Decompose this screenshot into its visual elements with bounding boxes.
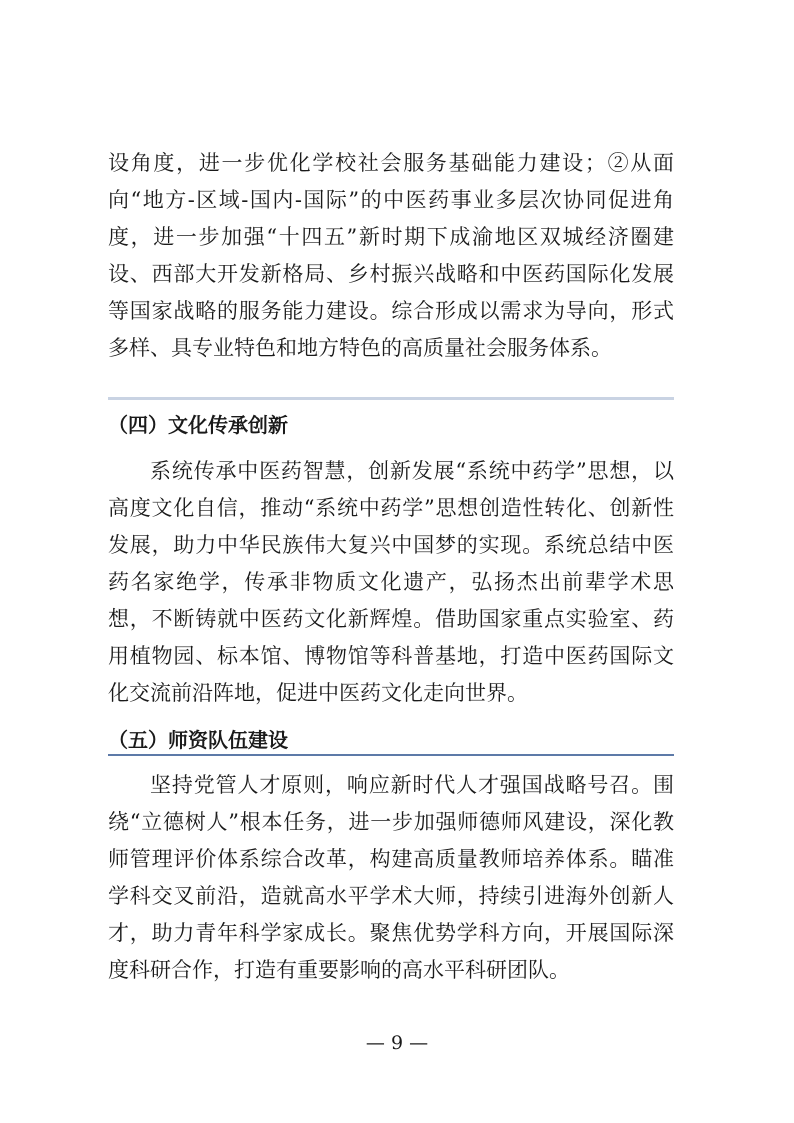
body-paragraph-social-service: 设角度，进一步优化学校社会服务基础能力建设；②从面向“地方-区域-国内-国际”的中医药事业多层次协同促进角度，进一步加强“十四五”新时期下成渝地区双城经济圈建设、西部大开发新格局、乡村振兴战略和中医药国际化发展等国家战略的服务能力建设。综合形成以需求为导向，形式多样、具专业特色和地方特色的高质量社会服务体系。 — [108, 151, 674, 360]
section-heading-faculty: （五）师资队伍建设 — [108, 728, 288, 752]
body-paragraph-faculty: 坚持党管人才原则，响应新时代人才强国战略号召。围绕“立德树人”根本任务，进一步加强师德师风建设，深化教师管理评价体系综合改革，构建高质量教师培养体系。瞄准学科交叉前沿，造就高水平学术大师，持续引进海外创新人才，助力青年科学家成长。聚焦优势学科方向，开展国际深度科研合作，打造有重要影响的高水平科研团队。 — [108, 773, 674, 982]
section-heading-culture: （四）文化传承创新 — [108, 413, 288, 437]
section-divider-top — [108, 397, 674, 400]
page-number: — 9 — — [365, 1032, 429, 1054]
body-paragraph-culture: 系统传承中医药智慧，创新发展“系统中药学”思想，以高度文化自信，推动“系统中药学”思想创造性转化、创新性发展，助力中华民族伟大复兴中国梦的实现。系统总结中医药名家绝学，传承非物质文化遗产，弘扬杰出前辈学术思想，不断铸就中医药文化新辉煌。借助国家重点实验室、药用植物园、标本馆、博物馆等科普基地，打造中医药国际文化交流前沿阵地，促进中医药文化走向世界。 — [108, 459, 674, 705]
section-divider-bottom — [108, 754, 674, 756]
